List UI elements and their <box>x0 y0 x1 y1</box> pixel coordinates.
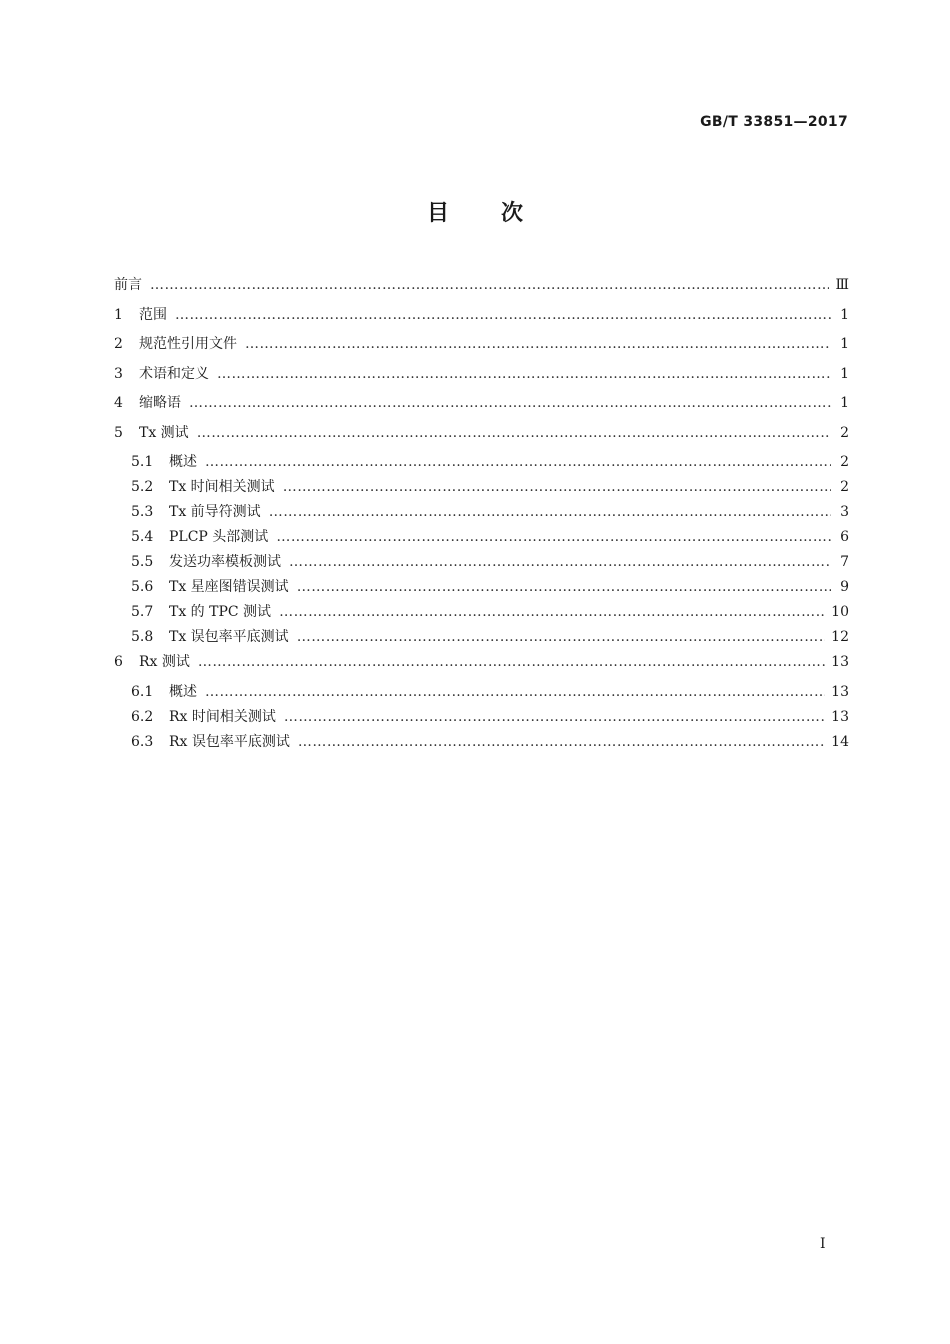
toc-leader-dots <box>276 525 831 550</box>
toc-entry-label: 概述 <box>169 683 197 700</box>
toc-entry-page: 6 <box>840 529 849 545</box>
toc-entry[interactable] <box>114 625 849 650</box>
toc-entry-page: 2 <box>840 479 849 495</box>
toc-leader-dots <box>297 575 831 600</box>
toc-leader-dots <box>283 475 831 500</box>
toc-entry-page: Ⅲ <box>835 277 849 293</box>
toc-entry-label: 概述 <box>169 454 197 470</box>
toc-leader-dots <box>298 730 825 755</box>
toc-entry[interactable] <box>114 450 849 475</box>
toc-entry-label: Tx 时间相关测试 <box>169 479 275 495</box>
toc-entry-label: 缩略语 <box>139 395 181 411</box>
toc-entry[interactable] <box>114 705 849 730</box>
toc-entry-page: 1 <box>840 306 849 323</box>
standard-code: GB/T 33851—2017 <box>700 114 848 130</box>
toc-entry-number: 1 <box>114 306 123 323</box>
toc-entry[interactable] <box>114 332 849 362</box>
toc-entry[interactable] <box>114 575 849 600</box>
toc-entry[interactable] <box>114 273 849 303</box>
toc-entry-page: 1 <box>840 395 849 411</box>
toc-leader-dots <box>189 391 831 416</box>
toc-leader-dots <box>198 650 825 675</box>
toc-entry-number: 5.4 <box>131 529 154 545</box>
page-number: I <box>820 1236 826 1252</box>
toc-entry-number: 6.2 <box>131 708 154 725</box>
toc-entry-label: Tx 前导符测试 <box>169 504 261 520</box>
toc-entry-label: 术语和定义 <box>139 365 209 382</box>
toc-leader-dots <box>245 332 831 357</box>
toc-entry-page: 13 <box>831 683 849 700</box>
toc-entry-label: 规范性引用文件 <box>139 336 237 352</box>
toc-entry-label: 发送功率模板测试 <box>169 554 281 570</box>
toc-entry-number: 6.3 <box>131 733 154 750</box>
toc-leader-dots <box>297 625 825 650</box>
toc-entry-page: 2 <box>840 424 849 441</box>
toc-entry-page: 13 <box>831 708 849 725</box>
toc-leader-dots <box>217 362 831 387</box>
toc-leader-dots <box>150 273 829 298</box>
table-of-contents <box>114 273 849 755</box>
toc-leader-dots <box>175 303 831 328</box>
toc-entry-page: 9 <box>840 579 849 595</box>
page-title-part1: 目 <box>426 201 449 226</box>
toc-entry-page: 7 <box>840 554 849 570</box>
toc-entry[interactable] <box>114 525 849 550</box>
toc-entry-number: 6.1 <box>131 683 154 700</box>
toc-leader-dots <box>197 421 831 446</box>
toc-entry-number: 5.1 <box>131 454 154 470</box>
toc-entry-number: 5.6 <box>131 579 154 595</box>
toc-entry-page: 2 <box>840 454 849 470</box>
toc-entry-page: 13 <box>831 654 849 670</box>
toc-entry[interactable] <box>114 650 849 680</box>
toc-leader-dots <box>284 705 825 730</box>
toc-entry-number: 5 <box>114 424 123 441</box>
toc-entry[interactable] <box>114 730 849 755</box>
toc-entry[interactable] <box>114 362 849 392</box>
toc-entry-page: 1 <box>840 365 849 382</box>
page-title-part2: 次 <box>501 201 524 226</box>
toc-leader-dots <box>289 550 831 575</box>
toc-entry-number: 5.5 <box>131 554 154 570</box>
toc-entry-label: Tx 误包率平底测试 <box>169 629 289 645</box>
toc-entry-page: 1 <box>840 336 849 352</box>
toc-entry[interactable] <box>114 391 849 421</box>
toc-entry-page: 10 <box>831 604 849 620</box>
toc-entry-label: Rx 时间相关测试 <box>169 708 276 725</box>
toc-entry-page: 12 <box>831 629 849 645</box>
toc-entry-number: 5.2 <box>131 479 154 495</box>
toc-entry-label: Rx 误包率平底测试 <box>169 733 290 750</box>
toc-leader-dots <box>269 500 831 525</box>
toc-entry[interactable] <box>114 600 849 625</box>
toc-entry-label: 前言 <box>114 277 142 293</box>
toc-entry-number: 5.8 <box>131 629 154 645</box>
page-title <box>0 196 950 227</box>
toc-entry-label: PLCP 头部测试 <box>169 529 269 545</box>
toc-entry-number: 2 <box>114 336 123 352</box>
toc-entry-number: 5.7 <box>131 604 154 620</box>
toc-entry-label: Tx 测试 <box>139 424 189 441</box>
toc-entry[interactable] <box>114 500 849 525</box>
toc-entry[interactable] <box>114 303 849 333</box>
toc-entry-label: Rx 测试 <box>139 654 190 670</box>
toc-entry-number: 4 <box>114 395 123 411</box>
toc-entry-label: 范围 <box>139 306 167 323</box>
toc-entry-page: 3 <box>840 504 849 520</box>
toc-entry[interactable] <box>114 680 849 705</box>
toc-entry-number: 6 <box>114 654 123 670</box>
toc-entry[interactable] <box>114 475 849 500</box>
toc-leader-dots <box>205 680 825 705</box>
toc-entry-label: Tx 的 TPC 测试 <box>169 604 272 620</box>
toc-entry-number: 5.3 <box>131 504 154 520</box>
toc-entry[interactable] <box>114 550 849 575</box>
toc-entry-page: 14 <box>831 733 849 750</box>
toc-entry-number: 3 <box>114 365 123 382</box>
toc-leader-dots <box>205 450 831 475</box>
toc-entry-label: Tx 星座图错误测试 <box>169 579 289 595</box>
toc-leader-dots <box>279 600 825 625</box>
toc-entry[interactable] <box>114 421 849 451</box>
